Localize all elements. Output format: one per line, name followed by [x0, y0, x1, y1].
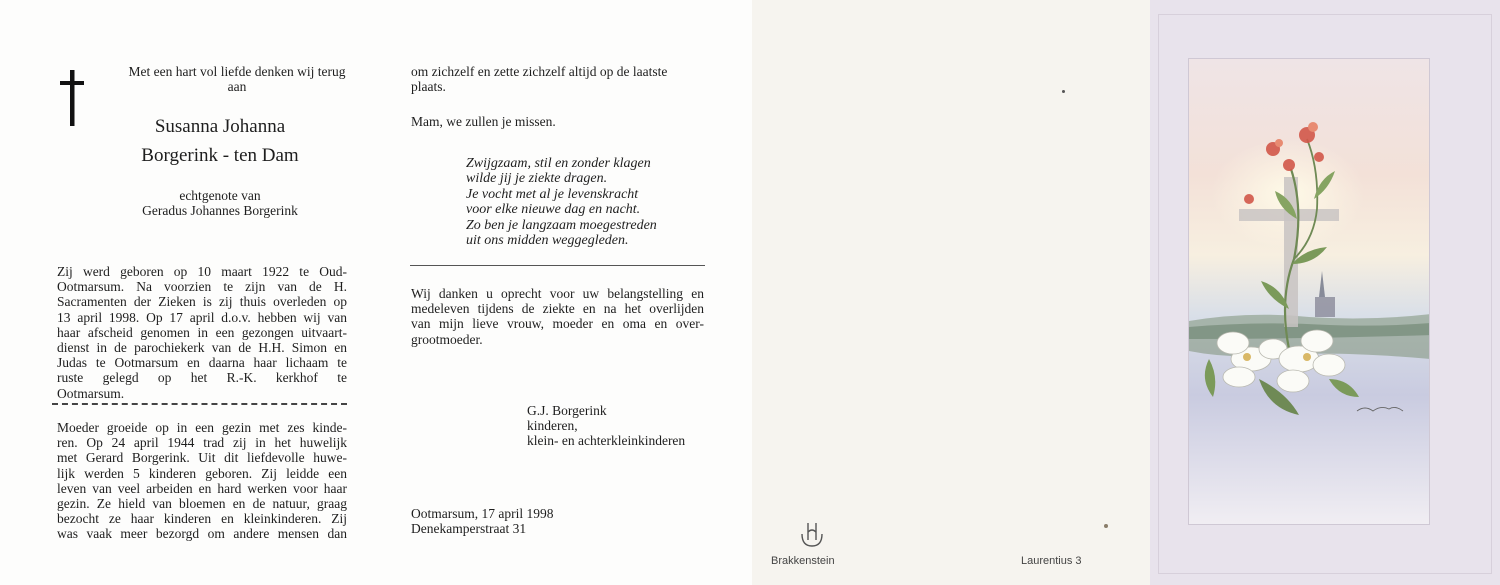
publisher-name: Brakkenstein: [771, 555, 835, 567]
biography-paragraph: [57, 264, 347, 401]
brakkenstein-logo-icon: [799, 520, 825, 550]
intro-line-aan: aan: [227, 79, 247, 94]
series-name: Laurentius 3: [1021, 555, 1082, 567]
text-line: medeleven tijdens de ziekte en na het overlijden: [411, 301, 704, 317]
address: Denekamperstraat 31: [411, 521, 527, 536]
poem-line: Zwijgzaam, stil en zonder klagen: [466, 156, 651, 171]
card-back: [752, 0, 1150, 585]
life-paragraph: [57, 420, 347, 542]
text-line: Ootmarsum. Na voorzien te zijn van de H.: [57, 279, 347, 295]
text-line: gezin. Ze hield van bloemen en de natuur, graag: [57, 496, 347, 512]
deceased-surname: Borgerink - ten Dam: [141, 145, 299, 166]
text-line: bezocht ze haar kinderen en kleinkinderen. Zij: [57, 511, 347, 527]
signer-children: kinderen,: [527, 418, 578, 433]
spouse-name: Geradus Johannes Borgerink: [142, 203, 298, 218]
text-line: grootmoeder.: [411, 331, 483, 347]
paper-speck: [1062, 90, 1065, 93]
text-line: met Gerard Borgerink. Uit dit liefdevolle huwe-: [57, 450, 347, 466]
text-line: van mijn lieve vrouw, moeder en oma en over-: [411, 316, 704, 332]
place-date: Ootmarsum, 17 april 1998: [411, 506, 554, 521]
text-line: was vaak meer bezorgd om andere mensen dan: [57, 526, 347, 542]
poem-line: wilde jij je ziekte dragen.: [466, 171, 608, 187]
poem-line: Je vocht met al je levenskracht: [466, 186, 639, 202]
farewell-line: Mam, we zullen je missen.: [411, 114, 556, 129]
paper-speck: [1104, 524, 1108, 528]
spouse-label: echtgenote van: [179, 188, 261, 203]
memorial-poem: [466, 156, 657, 248]
text-line: ren. Op 24 april 1944 trad zij in het huwelijk: [57, 435, 347, 451]
deceased-first-names: Susanna Johanna: [154, 116, 286, 137]
dashed-divider: [52, 403, 347, 405]
cross-flower-illustration: [1188, 58, 1430, 525]
horizontal-rule: [410, 265, 705, 266]
cross-icon: [60, 70, 84, 126]
text-line: Judas te Ootmarsum en daarna haar lichaam te: [57, 355, 347, 371]
intro-line: Met een hart vol liefde denken wij terug: [128, 64, 346, 79]
text-line: lijk werden 5 kinderen geboren. Zij leidde een: [57, 465, 347, 481]
text-line: Zij werd geboren op 10 maart 1922 te Oud-: [57, 264, 347, 279]
text-line: Sacramenten der Zieken is zij thuis overleden op: [57, 294, 347, 310]
text-line: 13 april 1998. Op 17 april d.o.v. hebben wij van: [57, 309, 347, 325]
poem-line: uit ons midden weggegleden.: [466, 233, 629, 249]
continued-line: om zichzelf en zette zichzelf altijd op de laatste: [411, 64, 668, 79]
signer-name: G.J. Borgerink: [527, 403, 607, 418]
text-line: leven van veel arbeiden en hard werken voor haar: [57, 480, 347, 496]
signer-grandchildren: klein- en achterkleinkinderen: [527, 433, 686, 448]
text-line: Ootmarsum.: [57, 385, 125, 401]
text-line: Moeder groeide op in een gezin met zes kinde-: [57, 420, 347, 435]
text-line: Wij danken u oprecht voor uw belangstelling en: [411, 286, 704, 301]
thanks-paragraph: [411, 286, 704, 347]
continued-line: plaats.: [411, 79, 446, 94]
text-line: ruste gelegd op het R.-K. kerkhof te: [57, 370, 347, 386]
poem-line: voor elke nieuwe dag en nacht.: [466, 202, 641, 218]
poem-line: Zo ben je langzaam moegestreden: [466, 217, 657, 233]
text-line: dienst in de parochiekerk van de H.H. Simon en: [57, 340, 347, 356]
text-line: haar afscheid genomen in een gezongen uitvaart-: [57, 324, 347, 340]
